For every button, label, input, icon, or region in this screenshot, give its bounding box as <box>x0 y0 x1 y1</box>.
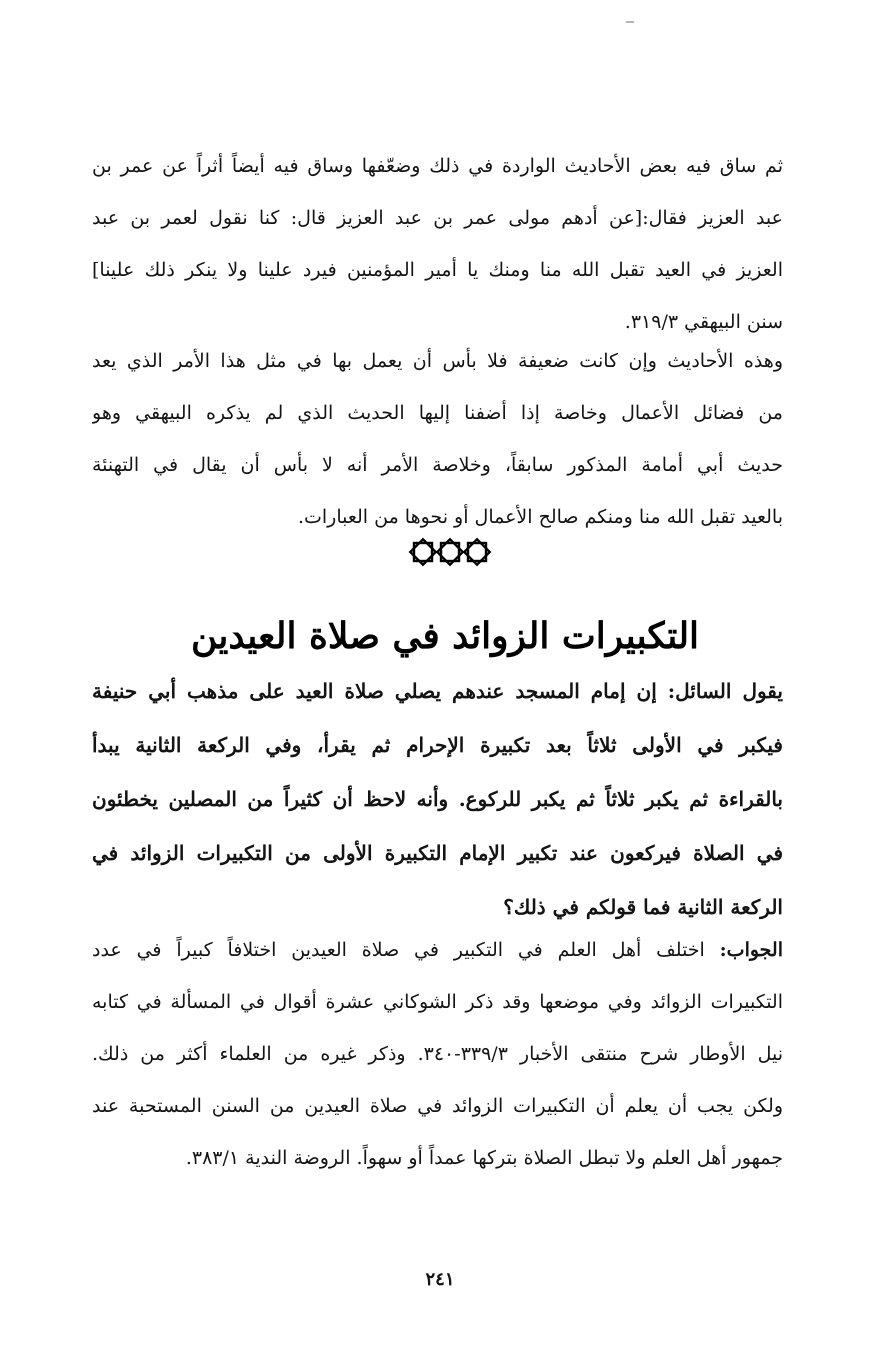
question-line: الركعة الثانية فما قولكم في ذلك؟ <box>503 895 783 919</box>
answer-paragraph <box>92 924 783 1184</box>
page-number: ٢٤١ <box>425 1269 455 1290</box>
answer-line: جمهور أهل العلم ولا تبطل الصلاة بتركها عمداً أو سهواً. الروضة الندية ٣٨٣/١. <box>185 1147 783 1169</box>
section-title: التكبيرات الزوائد في صلاة العيدين <box>190 615 700 657</box>
note-line: من فضائل الأعمال وخاصة إذا أضفنا إليها الحديث الذي لم يذكره البيهقي وهو <box>92 402 783 424</box>
intro-line: عبد العزيز فقال:[عن أدهم مولى عمر بن عبد العزيز قال: كنا نقول لعمر بن عبد <box>92 207 783 229</box>
answer-label: الجواب: <box>719 939 783 961</box>
answer-line: ولكن يجب أن يعلم أن التكبيرات الزوائد في صلاة العيدين من السنن المستحبة عند <box>92 1095 783 1117</box>
ornament-divider-icon <box>405 534 495 570</box>
question-line: بالقراءة ثم يكبر ثلاثاً ثم يكبر للركوع. وأنه لاحظ أن كثيراً من المصلين يخطئون <box>92 787 783 811</box>
intro-line: ثم ساق فيه بعض الأحاديث الواردة في ذلك وضعّفها وساق فيه أيضاً أثراً عن عمر بن <box>92 155 783 177</box>
note-line: حديث أبي أمامة المذكور سابقاً، وخلاصة الأمر أنه لا بأس أن يقال في التهنئة <box>92 454 783 476</box>
answer-line: التكبيرات الزوائد وفي موضعها وقد ذكر الشوكاني عشرة أقوال في المسألة في كتابه <box>92 991 783 1013</box>
question-line: في الصلاة فيركعون عند تكبير الإمام التكبيرة الأولى من التكبيرات الزوائد في <box>92 841 783 865</box>
scan-mark <box>626 21 634 23</box>
note-line: بالعيد تقبل الله منا ومنكم صالح الأعمال أو نحوها من العبارات. <box>297 506 783 528</box>
answer-first-line-text: اختلف أهل العلم في التكبير في صلاة العيدين اختلافاً كبيراً في عدد <box>92 939 720 961</box>
note-line: وهذه الأحاديث وإن كانت ضعيفة فلا بأس أن يعمل بها في مثل هذا الأمر الذي يعد <box>92 350 783 372</box>
question-paragraph <box>92 664 783 934</box>
answer-line: نيل الأوطار شرح منتقى الأخبار ٣٣٩/٣-٣٤٠. وذكر غيره من العلماء أكثر من ذلك. <box>92 1043 783 1065</box>
intro-line: العزيز في العيد تقبل الله منا ومنك يا أمير المؤمنين فيرد علينا ولا ينكر ذلك علينا] <box>92 259 783 281</box>
intro-line: سنن البيهقي ٣١٩/٣. <box>624 311 783 333</box>
note-paragraph <box>92 335 783 543</box>
question-line: يقول السائل: إن إمام المسجد عندهم يصلي صلاة العيد على مذهب أبي حنيفة <box>92 679 783 703</box>
question-line: فيكبر في الأولى ثلاثاً بعد تكبيرة الإحرام ثم يقرأ، وفي الركعة الثانية يبدأ <box>92 733 783 757</box>
answer-first-line <box>92 924 783 976</box>
intro-paragraph <box>92 140 783 348</box>
